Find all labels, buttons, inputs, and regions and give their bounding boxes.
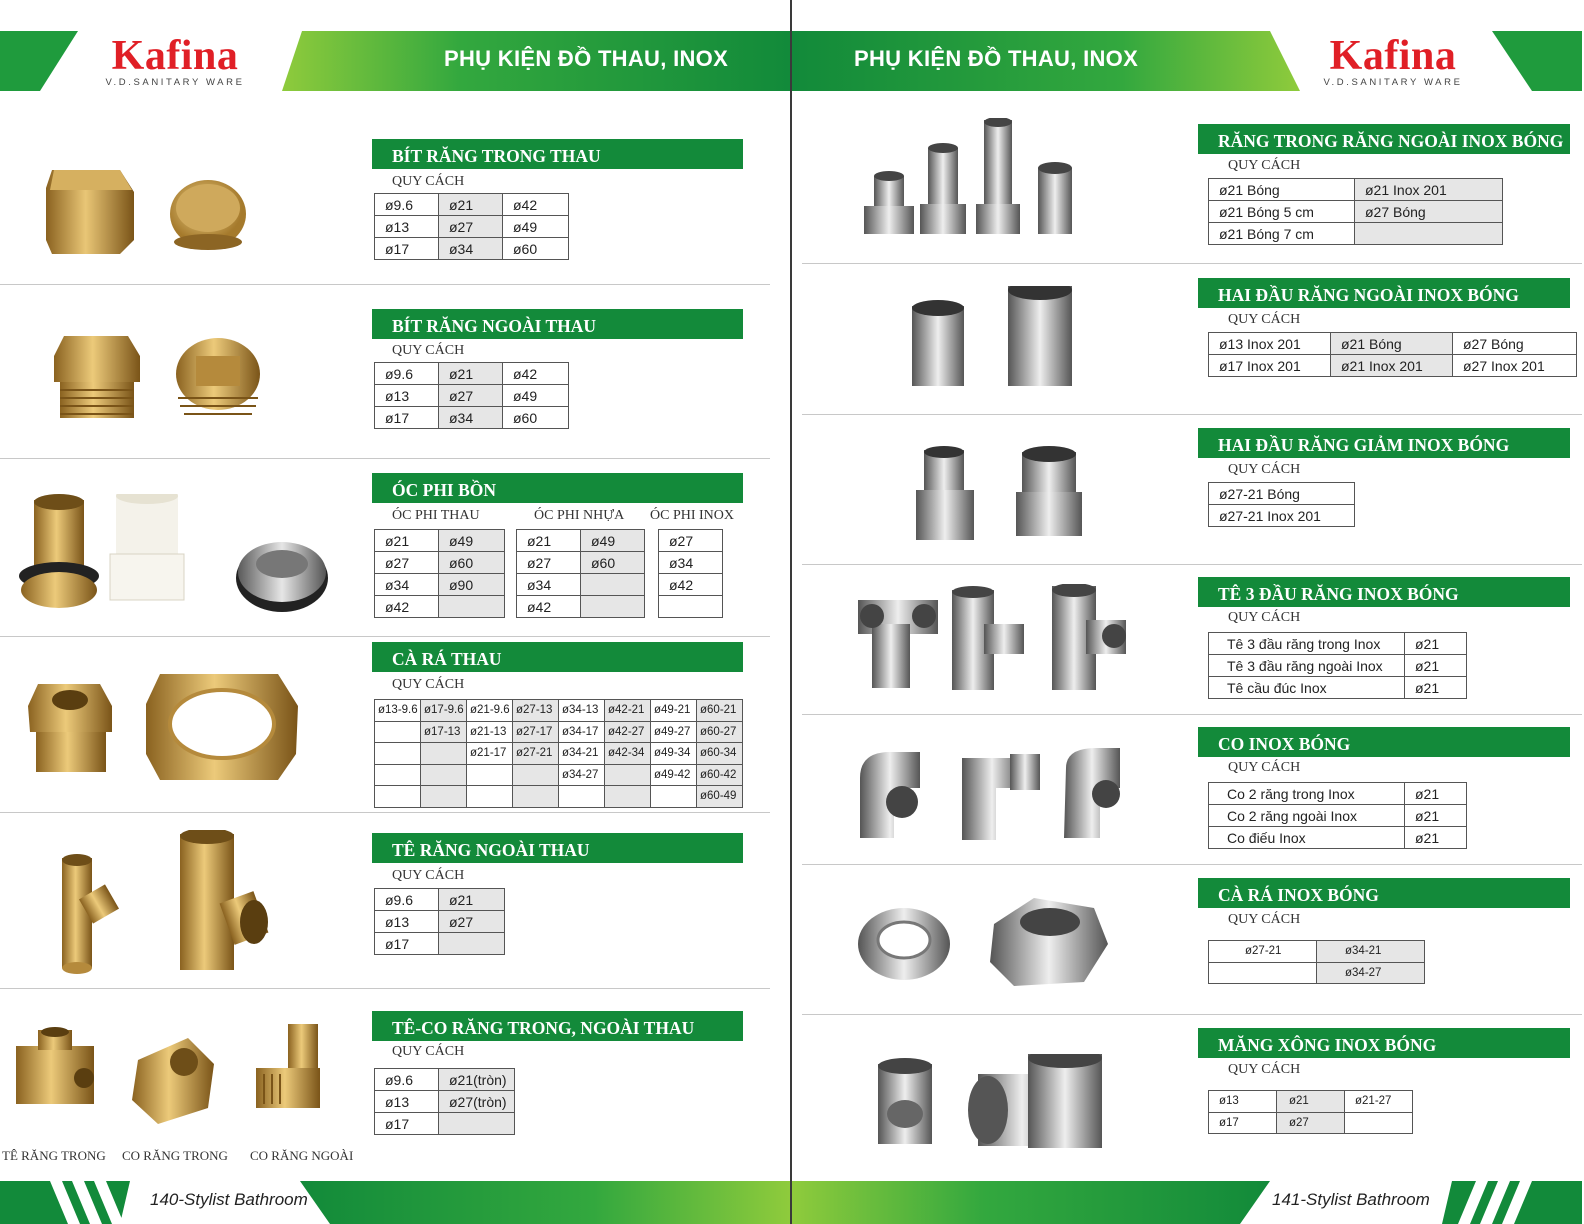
spec-label: QUY CÁCH xyxy=(1228,312,1301,327)
section-divider xyxy=(802,414,1582,415)
tank-connector-photo xyxy=(14,494,344,624)
header-corner-stripe xyxy=(1492,31,1582,91)
section-divider xyxy=(0,988,770,989)
spec-table: ø9.6 ø21(tròn) ø13 ø27(tròn) ø17 xyxy=(374,1068,515,1135)
section-title: BÍT RĂNG NGOÀI THAU xyxy=(372,309,743,339)
spec-table: Tê 3 đầu răng trong Inox ø21 Tê 3 đầu răng ngoài Inox ø21 Tê cầu đúc Inox ø21 xyxy=(1208,632,1467,699)
spec-label: QUY CÁCH xyxy=(392,868,465,883)
inox-socket-photo xyxy=(872,1054,1112,1154)
spec-table: ø21 ø49 ø27 ø60 ø34 ø90 ø42 xyxy=(374,529,505,618)
spec-table: ø21 ø49 ø27 ø60 ø34 ø42 xyxy=(516,529,645,618)
section-title: BÍT RĂNG TRONG THAU xyxy=(372,139,743,169)
footer-band xyxy=(0,1181,790,1224)
section-divider xyxy=(802,564,1582,565)
spec-table: ø13-9.6 ø17-9.6 ø21-9.6 ø27-13 ø34-13 ø42-21 ø49-21 ø60-21 ø17-13 ø21-13 ø27-17 ø34-17 ø42-27 ø49-27 ø60-27 ø21-17 ø27-21 ø34-21 ø42-34 ø49-34 ø60-34 ø34-27 ø49-42 ø60-42 ø60-49 xyxy=(374,699,743,808)
spec-table: ø9.6 ø21 ø13 ø27 ø17 xyxy=(374,888,505,955)
section-divider xyxy=(0,636,770,637)
spec-table: ø13 ø21 ø21-27 ø17 ø27 xyxy=(1208,1090,1413,1134)
header-title: PHỤ KIỆN ĐỒ THAU, INOX xyxy=(854,46,1139,71)
spec-label: QUY CÁCH xyxy=(1228,158,1301,173)
inox-reducing-nipple-photo xyxy=(912,446,1092,546)
inox-elbow-photo xyxy=(850,748,1140,848)
section-title: CÀ RÁ THAU xyxy=(372,642,743,672)
section-divider xyxy=(802,263,1582,264)
brass-plug-photo xyxy=(50,326,290,436)
spec-table: ø9.6 ø21 ø42 ø13 ø27 ø49 ø17 ø34 ø60 xyxy=(374,362,569,429)
spec-label: QUY CÁCH xyxy=(392,677,465,692)
section-divider xyxy=(0,812,770,813)
spec-label: QUY CÁCH xyxy=(1228,1062,1301,1077)
section-title: CO INOX BÓNG xyxy=(1198,727,1570,757)
spec-label: QUY CÁCH xyxy=(1228,462,1301,477)
inox-nipple-photo xyxy=(860,118,1100,242)
spec-label: QUY CÁCH xyxy=(392,1044,465,1059)
inox-tee-photo xyxy=(852,584,1142,696)
brass-reducer-photo xyxy=(26,670,306,790)
section-divider xyxy=(802,714,1582,715)
section-title: HAI ĐẦU RĂNG GIẢM INOX BÓNG xyxy=(1198,428,1570,458)
section-divider xyxy=(802,864,1582,865)
brand-logo: Kafina V.D.SANITARY WARE xyxy=(1323,33,1463,88)
footer-page-label: 141-Stylist Bathroom xyxy=(1272,1190,1430,1209)
spec-table: ø13 Inox 201 ø21 Bóng ø27 Bóng ø17 Inox 201 ø21 Inox 201 ø27 Inox 201 xyxy=(1208,332,1577,377)
brass-cap-photo xyxy=(40,158,280,268)
section-title: CÀ RÁ INOX BÓNG xyxy=(1198,878,1570,908)
product-caption: CO RĂNG NGOÀI xyxy=(250,1148,354,1163)
spec-label: QUY CÁCH xyxy=(1228,760,1301,775)
section-divider xyxy=(0,458,770,459)
spec-table: ø21 Bóng ø21 Inox 201 ø21 Bóng 5 cm ø27 Bóng ø21 Bóng 7 cm xyxy=(1208,178,1503,245)
header-corner-stripe xyxy=(0,31,80,91)
product-caption: CO RĂNG TRONG xyxy=(122,1148,228,1163)
header-title: PHỤ KIỆN ĐỒ THAU, INOX xyxy=(444,46,729,71)
spec-table: ø27-21 Bóng ø27-21 Inox 201 xyxy=(1208,482,1355,527)
brand-logo: Kafina V.D.SANITARY WARE xyxy=(105,33,245,88)
spec-label: QUY CÁCH xyxy=(392,343,465,358)
right-page xyxy=(792,0,1582,1224)
group-label: ÓC PHI NHỰA xyxy=(534,508,625,523)
section-divider xyxy=(0,284,770,285)
brass-tee-elbow-photo xyxy=(8,1024,348,1144)
brass-tee-photo xyxy=(40,830,290,980)
section-title: TÊ 3 ĐẦU RĂNG INOX BÓNG xyxy=(1198,577,1570,607)
section-title: RĂNG TRONG RĂNG NGOÀI INOX BÓNG xyxy=(1198,124,1570,154)
spec-table: Co 2 răng trong Inox ø21 Co 2 răng ngoài Inox ø21 Co điếu Inox ø21 xyxy=(1208,782,1467,849)
spec-label: QUY CÁCH xyxy=(1228,610,1301,625)
section-divider xyxy=(802,1014,1582,1015)
spec-table: ø27 ø34 ø42 xyxy=(658,529,723,618)
inox-bushing-photo xyxy=(854,894,1114,994)
left-page xyxy=(0,0,790,1224)
product-caption: TÊ RĂNG TRONG xyxy=(2,1148,106,1163)
spec-table: ø27-21 ø34-21 ø34-27 xyxy=(1208,940,1425,984)
section-title: TÊ RĂNG NGOÀI THAU xyxy=(372,833,743,863)
section-title: MĂNG XÔNG INOX BÓNG xyxy=(1198,1028,1570,1058)
group-label: ÓC PHI INOX xyxy=(650,508,734,523)
spec-table: ø9.6 ø21 ø42 ø13 ø27 ø49 ø17 ø34 ø60 xyxy=(374,193,569,260)
spec-label: QUY CÁCH xyxy=(392,174,465,189)
section-title: HAI ĐẦU RĂNG NGOÀI INOX BÓNG xyxy=(1198,278,1570,308)
group-label: ÓC PHI THAU xyxy=(392,508,480,523)
footer-page-label: 140-Stylist Bathroom xyxy=(150,1190,308,1209)
section-title: ÓC PHI BỒN xyxy=(372,473,743,503)
section-title: TÊ-CO RĂNG TRONG, NGOÀI THAU xyxy=(372,1011,743,1041)
footer-band xyxy=(792,1181,1582,1224)
inox-double-nipple-photo xyxy=(902,286,1102,396)
spec-label: QUY CÁCH xyxy=(1228,912,1301,927)
